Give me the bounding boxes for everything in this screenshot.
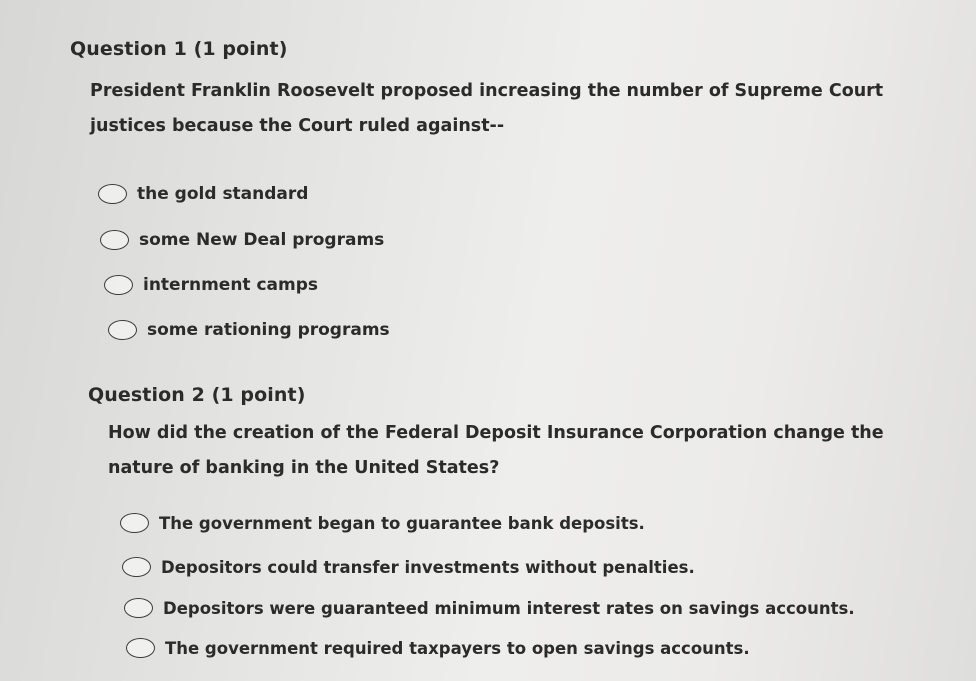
- question-text: [108, 416, 884, 486]
- question-2: [88, 384, 884, 658]
- question-title: Question 1 (1 point): [70, 38, 288, 60]
- answer-option[interactable]: [100, 228, 384, 252]
- question-text-line: How did the creation of the Federal Deposit Insurance Corporation change the: [108, 423, 884, 443]
- radio-button-icon[interactable]: [124, 598, 153, 618]
- answer-option-label: Depositors could transfer investments without penalties.: [161, 557, 695, 577]
- question-title: Question 2 (1 point): [88, 384, 306, 406]
- answer-option[interactable]: [126, 636, 750, 660]
- answer-option[interactable]: [122, 555, 695, 579]
- radio-button-icon[interactable]: [120, 513, 149, 533]
- answer-option-label: The government required taxpayers to open savings accounts.: [165, 638, 750, 658]
- radio-button-icon[interactable]: [126, 638, 155, 658]
- radio-button-icon[interactable]: [122, 557, 151, 577]
- question-text: [90, 74, 883, 144]
- answer-option-label: Depositors were guaranteed minimum interest rates on savings accounts.: [163, 598, 855, 618]
- answer-option-label: some rationing programs: [147, 320, 390, 340]
- answer-option-label: some New Deal programs: [139, 230, 385, 250]
- answer-option-label: the gold standard: [137, 184, 309, 204]
- answer-option[interactable]: [120, 511, 645, 535]
- radio-button-icon[interactable]: [108, 320, 137, 340]
- answer-option[interactable]: [104, 273, 318, 297]
- question-1: [70, 38, 884, 340]
- answer-option[interactable]: [124, 596, 855, 620]
- question-text-line: nature of banking in the United States?: [108, 458, 500, 478]
- answer-option-label: internment camps: [143, 275, 319, 295]
- question-text-line: justices because the Court ruled against--: [90, 116, 505, 136]
- radio-button-icon[interactable]: [104, 275, 133, 295]
- answer-option[interactable]: [98, 182, 308, 206]
- answer-option-label: The government began to guarantee bank deposits.: [159, 513, 645, 533]
- radio-button-icon[interactable]: [98, 184, 127, 204]
- question-text-line: President Franklin Roosevelt proposed increasing the number of Supreme Court: [90, 81, 884, 101]
- answer-option[interactable]: [108, 318, 390, 342]
- radio-button-icon[interactable]: [100, 230, 129, 250]
